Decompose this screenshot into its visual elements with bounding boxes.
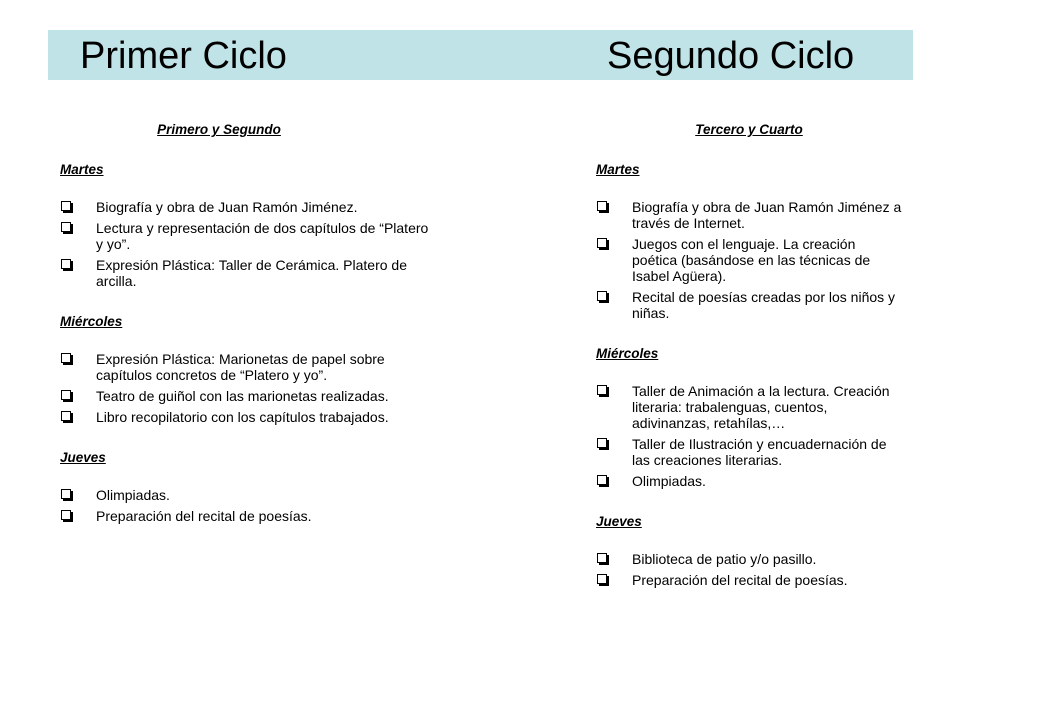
activity-item: Taller de Animación a la lectura. Creación literaria: trabalenguas, cuentos, adivinanzas, retahílas,… <box>596 383 902 431</box>
activity-item: Biblioteca de patio y/o pasillo. <box>596 551 902 567</box>
activity-item: Juegos con el lenguaje. La creación poética (basándose en las técnicas de Isabel Agüera). <box>596 236 902 284</box>
activity-item: Taller de Ilustración y encuadernación de las creaciones literarias. <box>596 436 902 468</box>
day-martes: Martes <box>596 162 640 177</box>
activity-item: Preparación del recital de poesías. <box>60 508 430 524</box>
activity-item: Biografía y obra de Juan Ramón Jiménez. <box>60 199 430 215</box>
activity-list <box>60 487 440 524</box>
day-miercoles: Miércoles <box>60 314 123 329</box>
checkbox-bullet-icon <box>597 291 607 301</box>
column-segundo-ciclo <box>596 118 916 593</box>
checkbox-bullet-icon <box>61 222 71 232</box>
column-heading: Tercero y Cuarto <box>695 122 803 137</box>
checkbox-bullet-icon <box>597 475 607 485</box>
activity-item: Olimpiadas. <box>60 487 430 503</box>
checkbox-bullet-icon <box>61 510 71 520</box>
checkbox-bullet-icon <box>597 238 607 248</box>
column-heading: Primero y Segundo <box>157 122 281 137</box>
activity-list <box>60 199 440 289</box>
checkbox-bullet-icon <box>597 385 607 395</box>
title-primer-ciclo: Primer Ciclo <box>80 35 287 77</box>
checkbox-bullet-icon <box>597 201 607 211</box>
checkbox-bullet-icon <box>61 201 71 211</box>
day-miercoles: Miércoles <box>596 346 659 361</box>
activity-list <box>596 383 916 489</box>
checkbox-bullet-icon <box>61 489 71 499</box>
activity-list <box>60 351 440 425</box>
activity-list <box>596 551 916 588</box>
checkbox-bullet-icon <box>61 390 71 400</box>
checkbox-bullet-icon <box>597 574 607 584</box>
activity-item: Recital de poesías creadas por los niños y niñas. <box>596 289 902 321</box>
day-martes: Martes <box>60 162 104 177</box>
activity-item: Preparación del recital de poesías. <box>596 572 902 588</box>
title-segundo-ciclo: Segundo Ciclo <box>607 35 855 77</box>
activity-item: Lectura y representación de dos capítulos de “Platero y yo”. <box>60 220 430 252</box>
checkbox-bullet-icon <box>597 553 607 563</box>
activity-item: Expresión Plástica: Taller de Cerámica. Platero de arcilla. <box>60 257 430 289</box>
activity-list <box>596 199 916 321</box>
activity-item: Biografía y obra de Juan Ramón Jiménez a través de Internet. <box>596 199 902 231</box>
day-jueves: Jueves <box>596 514 642 529</box>
checkbox-bullet-icon <box>61 411 71 421</box>
activity-item: Olimpiadas. <box>596 473 902 489</box>
column-primer-ciclo <box>60 118 440 529</box>
checkbox-bullet-icon <box>61 353 71 363</box>
activity-item: Expresión Plástica: Marionetas de papel sobre capítulos concretos de “Platero y yo”. <box>60 351 430 383</box>
checkbox-bullet-icon <box>61 259 71 269</box>
activity-item: Teatro de guiñol con las marionetas realizadas. <box>60 388 430 404</box>
checkbox-bullet-icon <box>597 438 607 448</box>
activity-item: Libro recopilatorio con los capítulos trabajados. <box>60 409 430 425</box>
day-jueves: Jueves <box>60 450 106 465</box>
